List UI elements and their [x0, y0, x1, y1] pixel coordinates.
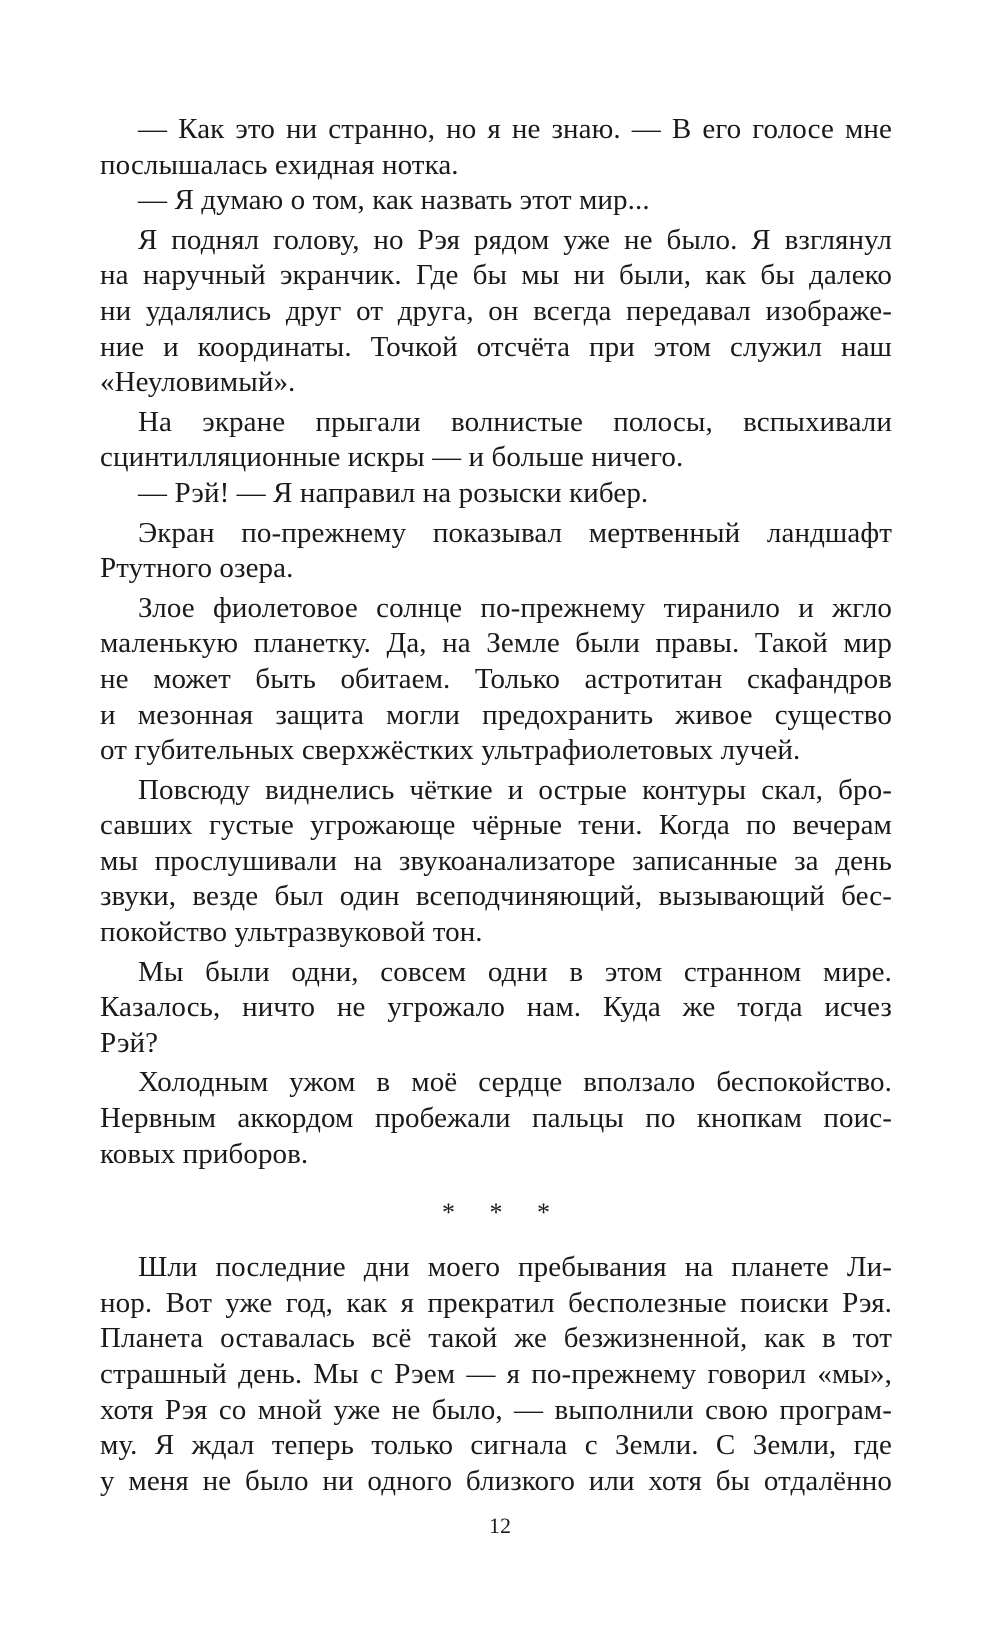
- text-line: савших густые угрожающе чёрные тени. Когда по вечерам: [100, 809, 892, 842]
- text-line: Повсюду виднелись чёткие и острые контуры скал, бро-: [138, 773, 892, 806]
- text-line: ковых приборов.: [100, 1137, 309, 1170]
- text-line: Планета оставалась всё такой же безжизненной, как в тот: [100, 1322, 892, 1355]
- page-number: 12: [489, 1513, 511, 1538]
- text-line: Рэй?: [100, 1026, 159, 1059]
- text-line: маленькую планетку. Да, на Земле были правы. Такой мир: [100, 627, 892, 660]
- text-line: покойство ультразвуковой тон.: [100, 916, 483, 949]
- text-line: нор. Вот уже год, как я прекратил бесполезные поиски Рэя.: [100, 1286, 892, 1319]
- text-line: сцинтилляционные искры — и больше ничего.: [100, 441, 684, 474]
- text-line: Я поднял голову, но Рэя рядом уже не было. Я взглянул: [138, 223, 892, 256]
- section-break: * * *: [442, 1198, 564, 1228]
- text-line: — Как это ни странно, но я не знаю. — В его голосе мне: [138, 113, 892, 145]
- body-text: [100, 112, 892, 1499]
- text-line: На экране прыгали волнистые полосы, вспыхивали: [138, 405, 892, 438]
- text-line: страшный день. Мы с Рэем — я по-прежнему говорил «мы»,: [100, 1358, 892, 1390]
- text-line: Мы были одни, совсем одни в этом странном мире.: [138, 955, 892, 988]
- text-line: от губительных сверхжёстких ультрафиолетовых лучей.: [100, 734, 801, 767]
- text-line: мы прослушивали на звукоанализаторе записанные за день: [100, 844, 892, 877]
- text-line: звуки, везде был один всеподчиняющий, вызывающий бес-: [100, 880, 892, 913]
- text-line: ние и координаты. Точкой отсчёта при этом служил наш: [100, 330, 892, 363]
- text-line: и мезонная защита могли предохранить живое существо: [100, 698, 892, 731]
- text-line: Ртутного озера.: [100, 552, 294, 585]
- text-line: Казалось, ничто не угрожало нам. Куда же тогда исчез: [100, 991, 892, 1024]
- text-line: ни удалялись друг от друга, он всегда передавал изображе-: [100, 294, 892, 327]
- text-line: «Неуловимый».: [100, 366, 296, 399]
- text-line: Шли последние дни моего пребывания на планете Ли-: [138, 1251, 892, 1284]
- text-line: послышалась ехидная нотка.: [100, 148, 459, 181]
- text-line: Экран по-прежнему показывал мертвенный ландшафт: [138, 516, 892, 549]
- text-line: не может быть обитаем. Только астротитан скафандров: [100, 662, 892, 695]
- text-line: Холодным ужом в моё сердце вползало беспокойство.: [138, 1066, 892, 1099]
- text-line: у меня не было ни одного близкого или хотя бы отдалённо: [100, 1464, 892, 1497]
- text-line: му. Я ждал теперь только сигнала с Земли. С Земли, где: [100, 1429, 892, 1462]
- text-line: хотя Рэя со мной уже не было, — выполнили свою програм-: [100, 1393, 892, 1426]
- text-line: — Я думаю о том, как назвать этот мир...: [138, 184, 650, 217]
- text-line: на наручный экранчик. Где бы мы ни были, как бы далеко: [100, 259, 892, 292]
- text-line: — Рэй! — Я направил на розыски кибер.: [138, 476, 649, 509]
- text-line: Нервным аккордом пробежали пальцы по кнопкам поис-: [100, 1102, 892, 1135]
- text-line: Злое фиолетовое солнце по-прежнему тиранило и жгло: [138, 591, 892, 624]
